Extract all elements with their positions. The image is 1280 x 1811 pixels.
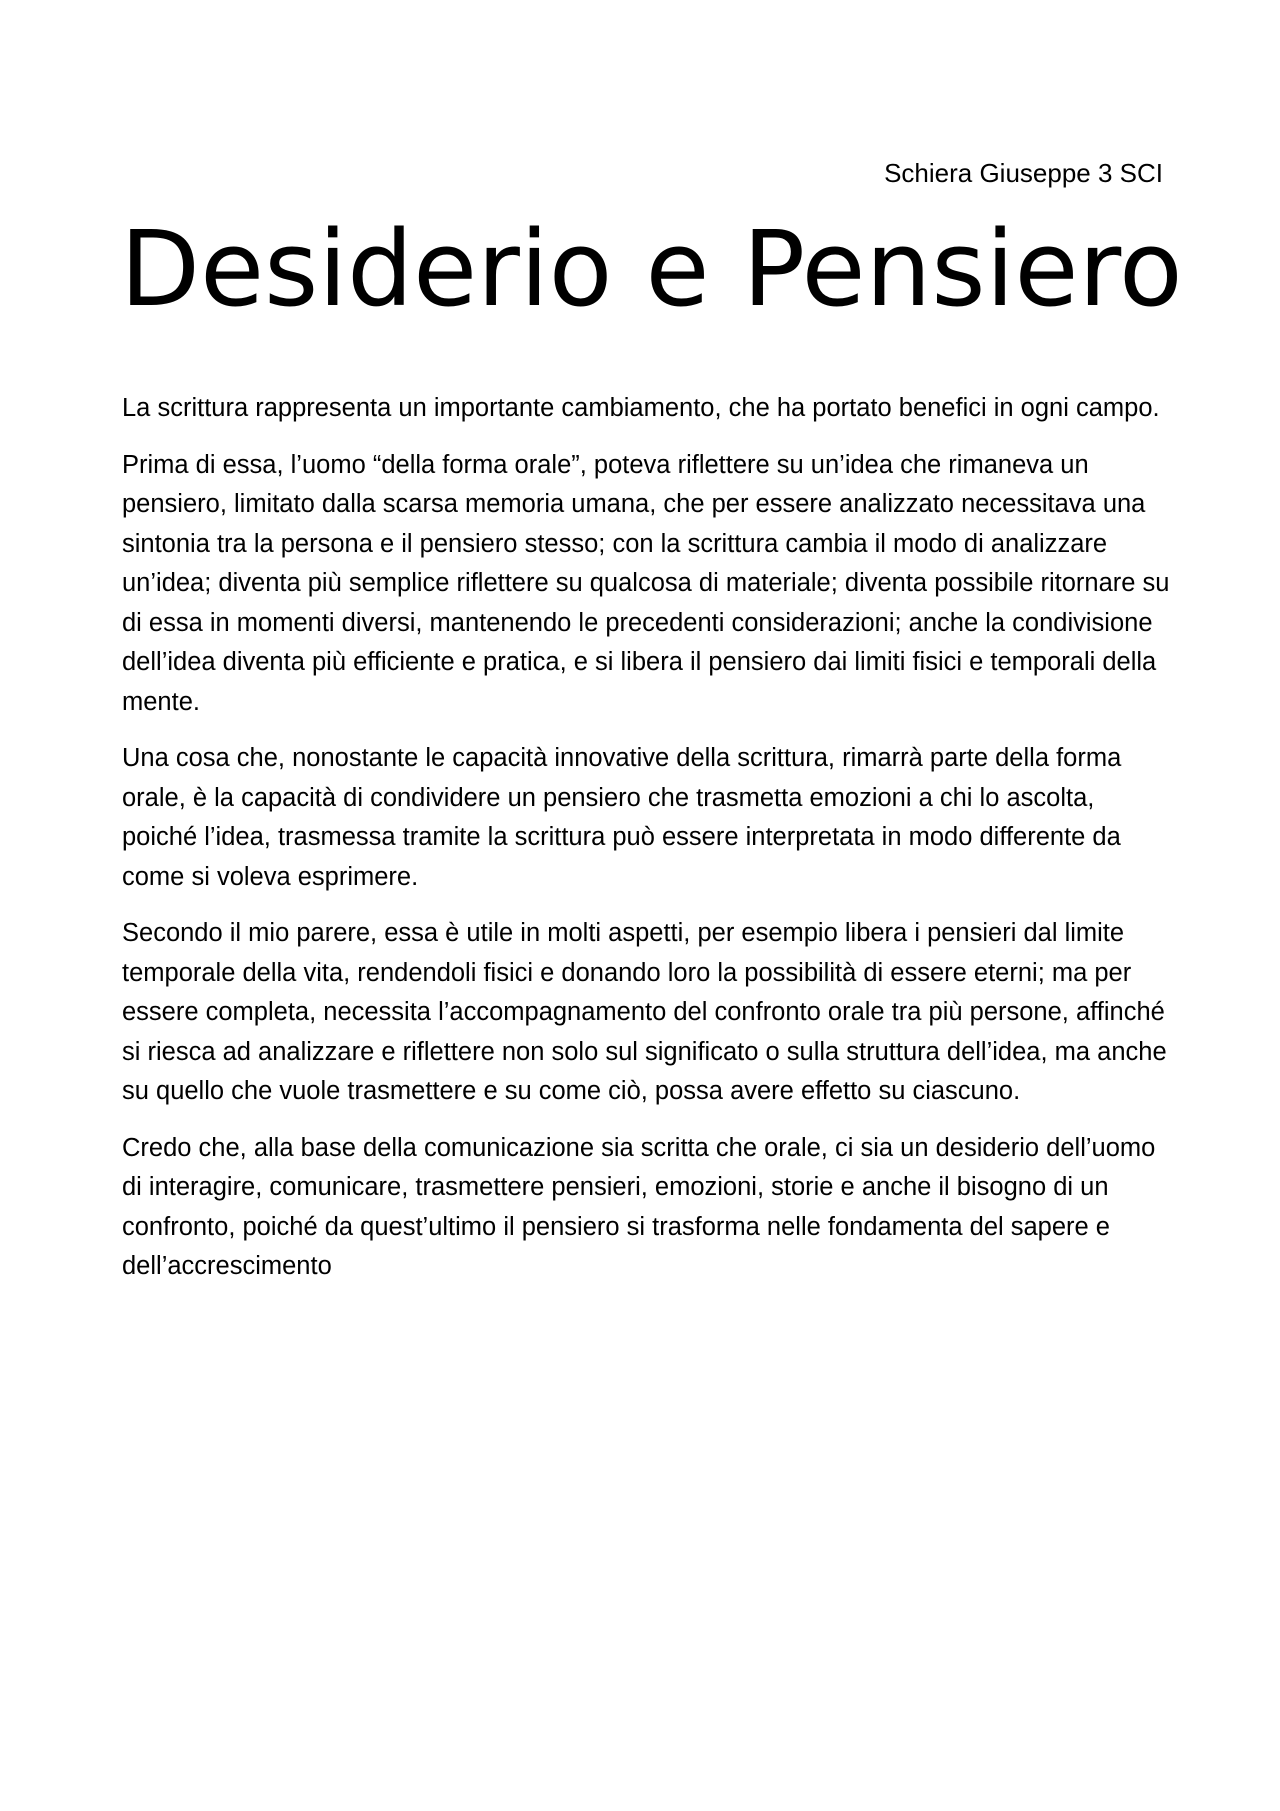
paragraph: La scrittura rappresenta un importante cambiamento, che ha portato benefici in ogni campo.: [122, 394, 1160, 422]
document-body: [122, 389, 1172, 1304]
paragraph: Una cosa che, nonostante le capacità innovative della scrittura, rimarrà parte della forma orale, è la capacità di condividere un pensiero che trasmetta emozioni a chi lo ascolta, poiché l’idea, trasmessa tramite la scrittura può essere interpretata in modo differente da come si voleva esprimere.: [122, 744, 1122, 891]
paragraph: Prima di essa, l’uomo “della forma orale”, poteva riflettere su un’idea che rimaneva un pensiero, limitato dalla scarsa memoria umana, che per essere analizzato necessitava una sintonia tra la persona e il pensiero stesso; con la scrittura cambia il modo di analizzare un’idea; diventa più semplice riflettere su qualcosa di materiale; diventa possibile ritornare su di essa in momenti diversi, mantenendo le precedenti considerazioni; anche la condivisione dell’idea diventa più efficiente e pratica, e si libera il pensiero dai limiti fisici e temporali della mente.: [122, 450, 1170, 716]
author-line: Schiera Giuseppe 3 SCI: [884, 158, 1163, 188]
paragraph: Credo che, alla base della comunicazione sia scritta che orale, ci sia un desiderio dell’uomo di interagire, comunicare, trasmettere pensieri, emozioni, storie e anche il bisogno di un confronto, poiché da quest’ultimo il pensiero si trasforma nelle fondamenta del sapere e dell’accrescimento: [122, 1133, 1156, 1280]
paragraph: Secondo il mio parere, essa è utile in molti aspetti, per esempio libera i pensieri dal limite temporale della vita, rendendoli fisici e donando loro la possibilità di essere eterni; ma per essere completa, necessita l’accompagnamento del confronto orale tra più persone, affinché si riesca ad analizzare e riflettere non solo sul significato o sulla struttura dell’idea, ma anche su quello che vuole trasmettere e su come ciò, possa avere effetto su ciascuno.: [122, 919, 1167, 1105]
document-title: Desiderio e Pensiero: [120, 208, 1183, 330]
